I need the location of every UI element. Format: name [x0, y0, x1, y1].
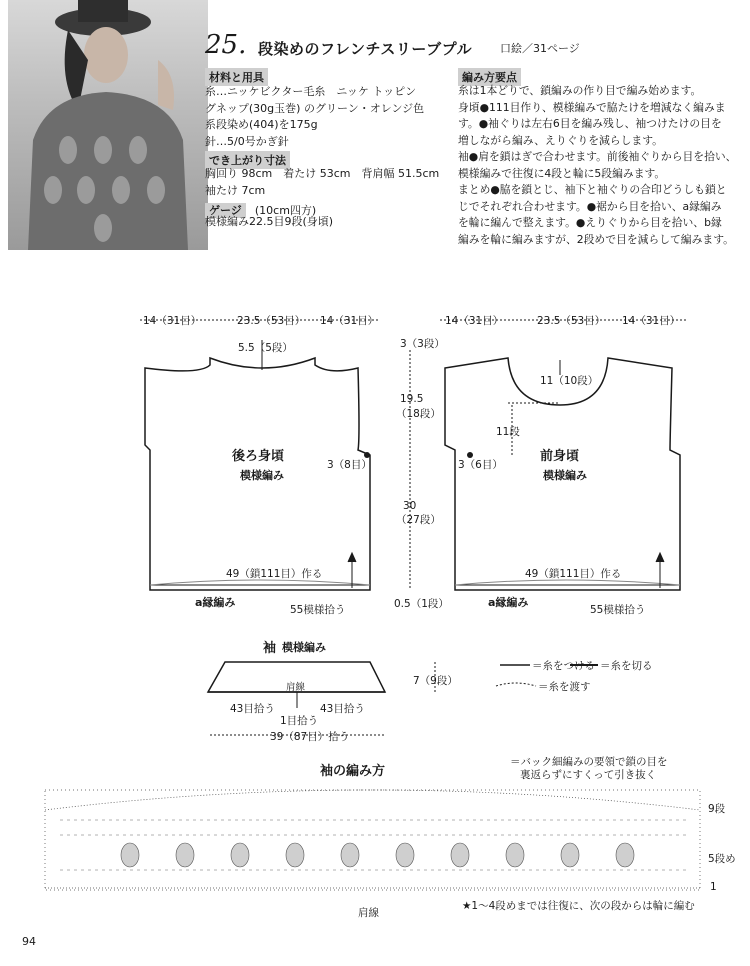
- gauge-text: 模様編み22.5目9段(身頃): [205, 215, 334, 228]
- back-pickup-label: 55模様拾う: [290, 604, 346, 616]
- front-edging-label: a縁編み: [488, 596, 529, 609]
- sleeve-pickup-center: 1目拾う: [280, 715, 319, 727]
- gauge-note: (10cm四方): [254, 204, 317, 217]
- chart-row-9: 9段: [708, 803, 726, 815]
- front-body-label: 前身頃: [540, 449, 580, 464]
- sleeve-pickup-left: 43目拾う: [230, 703, 275, 715]
- pattern-title: 段染めのフレンチスリーブプル: [258, 40, 473, 58]
- sleeve-pickup-right: 43目拾う: [320, 703, 365, 715]
- finished-size-heading: でき上がり寸法: [205, 151, 290, 169]
- chart-row-5: 5段め: [708, 853, 736, 865]
- sleeve-pattern-label: 模様編み: [282, 641, 326, 654]
- front-dim-left: 14（31目）: [445, 315, 504, 327]
- chart-shoulder-line: 肩線: [358, 907, 379, 919]
- sleeve-pickup-total: 39（87目）拾う: [270, 731, 350, 743]
- back-armhole-dim: 3（8目）: [327, 459, 372, 471]
- back-body-label: 後ろ身頃: [232, 449, 285, 464]
- legend-carry-yarn: ＝糸を渡す: [538, 681, 591, 693]
- armhole-rows-dim: （18段）: [396, 408, 441, 420]
- chart-note-line2: 裏返らずにすくって引き抜く: [520, 769, 657, 781]
- chart-note-line1: ＝バック細編みの要領で鎖の目を: [510, 756, 668, 768]
- front-dim-right: 14（31目）: [622, 315, 681, 327]
- materials-heading: 材料と用具: [205, 68, 268, 86]
- front-neck-side-rows: 11段: [496, 426, 520, 438]
- chart-row-1: 1: [710, 881, 717, 893]
- back-edging-label: a縁編み: [195, 596, 236, 609]
- armhole-height-dim: 19.5: [400, 393, 424, 405]
- front-hem-dim: 49（鎖111目）作る: [525, 568, 622, 580]
- back-dim-center: 23.5（53目）: [237, 315, 306, 327]
- back-pattern-label: 模様編み: [240, 469, 284, 482]
- front-dim-center: 23.5（53目）: [537, 315, 606, 327]
- front-neck-depth: 11（10段）: [540, 375, 599, 387]
- legend-cut-yarn: ＝糸を切る: [600, 660, 653, 672]
- chart-footnote: ★1〜4段めまでは往復に、次の段からは輪に編む: [462, 900, 695, 912]
- edging-height-dim: 0.5（1段）: [394, 598, 449, 610]
- materials-text: 糸…ニッケビクター毛糸 ニッケ トッピン グネップ(30g玉巻) のグリーン・オレンジ色 系段染め(404)を175g 針…5/0号かぎ針: [205, 85, 425, 148]
- side-rows-dim: （27段）: [396, 514, 441, 526]
- shoulder-depth-dim: 3（3段）: [400, 338, 445, 350]
- sleeve-shoulder-line: 肩線: [286, 682, 306, 693]
- method-heading: 編み方要点: [458, 68, 521, 86]
- back-dim-left: 14（31目）: [143, 315, 202, 327]
- finished-size-text: 胸回り 98cm 着たけ 53cm 背肩幅 51.5cm 袖たけ 7cm: [205, 167, 440, 197]
- sleeve-title: 袖: [263, 641, 277, 656]
- sleeve-height-dim: 7（9段）: [413, 675, 458, 687]
- back-neck-depth: 5.5（5段）: [238, 342, 293, 354]
- legend-attach-yarn: ＝糸をつける: [532, 660, 595, 672]
- back-hem-dim: 49（鎖111目）作る: [226, 568, 323, 580]
- pattern-page-ref: 口絵／31ページ: [500, 42, 580, 55]
- page-number: 94: [22, 935, 36, 948]
- side-height-dim: 30: [403, 500, 417, 512]
- gauge-heading: ゲージ: [205, 203, 246, 218]
- chart-title: 袖の編み方: [320, 764, 386, 779]
- front-armhole-dim: 3（6目）: [458, 459, 503, 471]
- pattern-number: 25.: [205, 30, 247, 60]
- back-dim-right: 14（31目）: [320, 315, 379, 327]
- method-text: 糸は1本どりで、鎖編みの作り目で編み始めます。 身頃●111目作り、模様編みで脇たけを増減なく編みま す。●袖ぐりは左右6目を編み残し、袖つけたけの目を 増しながら編み、えりぐりを減らします。 袖●肩を鎖はぎで合わせます。前後袖ぐりから目を拾い、 模様編みで往復に4段と輪に5段編みます。 まとめ●脇を鎖とじ、袖下と袖ぐりの合印どうしも鎖と じでそれぞれ合わせます。●裾から目を拾い、a縁編み を輪に編んで整えます。●えりぐりから目を拾い、b縁 編みを輪に編みますが、2段めで目を減らして編みます。: [458, 84, 737, 246]
- front-pattern-label: 模様編み: [543, 469, 587, 482]
- front-pickup-label: 55模様拾う: [590, 604, 646, 616]
